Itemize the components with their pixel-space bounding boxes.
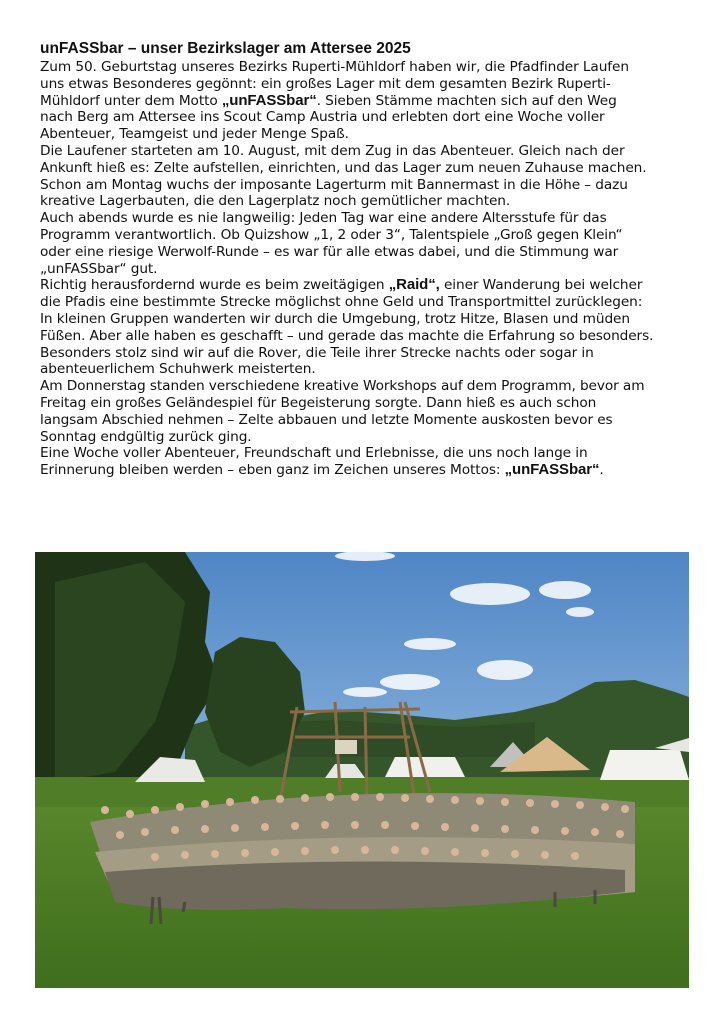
article-title: unFASSbar – unser Bezirkslager am Attersee 2025 [40,40,411,57]
text-line: Eine Woche voller Abenteuer, Freundschaft und Erlebnisse, die uns noch lange in [40,445,588,462]
text-line: Am Donnerstag standen verschiedene kreative Workshops auf dem Programm, bevor am [40,378,645,395]
text-line: „unFASSbar“ gut. [40,260,158,277]
text-segment: einer Wanderung bei welcher [439,277,643,294]
text-line: langsam Abschied nehmen – Zelte abbauen und letzte Momente auskosten bevor es [40,411,613,428]
text-line: uns etwas Besonderes gegönnt: ein großes Lager mit dem gesamten Bezirk Ruperti- [40,75,611,92]
text-line: Zum 50. Geburtstag unseres Bezirks Ruperti-Mühldorf haben wir, die Pfadfinder Laufen [40,59,629,75]
text-line: die Pfadis eine bestimmte Strecke möglichst ohne Geld und Transportmittel zurücklegen: [40,294,643,311]
text-line: oder eine riesige Werwolf-Runde – es war für alle etwas dabei, und die Stimmung war [40,243,619,260]
text-line: Schon am Montag wuchs der imposante Lagerturm mit Bannermast in die Höhe – dazu [40,176,628,193]
text-line: Die Laufener starteten am 10. August, mit dem Zug in das Abenteuer. Gleich nach der [40,142,625,159]
emphasis-motto: „unFASSbar“ [504,461,600,479]
emphasis-motto: „Raid“, [388,276,440,294]
text-line: nach Berg am Attersee ins Scout Camp Austria und erlebten dort eine Woche voller [40,109,605,126]
text-segment: . Sieben Stämme machten sich auf den Weg [316,92,617,109]
text-line: Abenteuer, Teamgeist und jeder Menge Spaß. [40,126,349,143]
emphasis-motto: „unFASSbar“ [221,91,317,109]
text-line: kreative Lagerbauten, die den Lagerplatz noch gemütlicher machten. [40,193,511,210]
text-segment: Mühldorf unter dem Motto [40,92,222,109]
article-body [40,59,700,479]
text-line: Freitag ein großes Geländespiel für Begeisterung sorgte. Dann hieß es auch schon [40,394,597,411]
text-line [40,462,700,479]
text-line [40,93,700,110]
text-line: abenteuerlichem Schuhwerk meisterten. [40,361,316,378]
text-line: Füßen. Aber alle haben es geschafft – und gerade das machte die Erfahrung so besonders. [40,327,654,344]
text-segment: . [599,462,604,479]
text-line: Programm verantwortlich. Ob Quizshow „1, 2 oder 3“, Talentspiele „Groß gegen Klein“ [40,226,623,243]
text-line: In kleinen Gruppen wanderten wir durch die Umgebung, trotz Hitze, Blasen und müden [40,310,630,327]
group-photo-image [35,552,689,988]
text-line: Ankunft hieß es: Zelte aufstellen, einrichten, und das Lager zum neuen Zuhause machen. [40,159,647,176]
text-line: Sonntag endgültig zurück ging. [40,428,252,445]
group-photo [35,552,689,988]
text-segment: Richtig herausfordernd wurde es beim zweitägigen [40,277,389,294]
text-segment: Erinnerung bleiben werden – eben ganz im Zeichen unseres Mottos: [40,462,505,479]
text-line: Besonders stolz sind wir auf die Rover, die Teile ihrer Strecke nachts oder sogar in [40,344,594,361]
text-line [40,277,700,294]
text-line: Auch abends wurde es nie langweilig: Jeden Tag war eine andere Altersstufe für das [40,210,607,227]
